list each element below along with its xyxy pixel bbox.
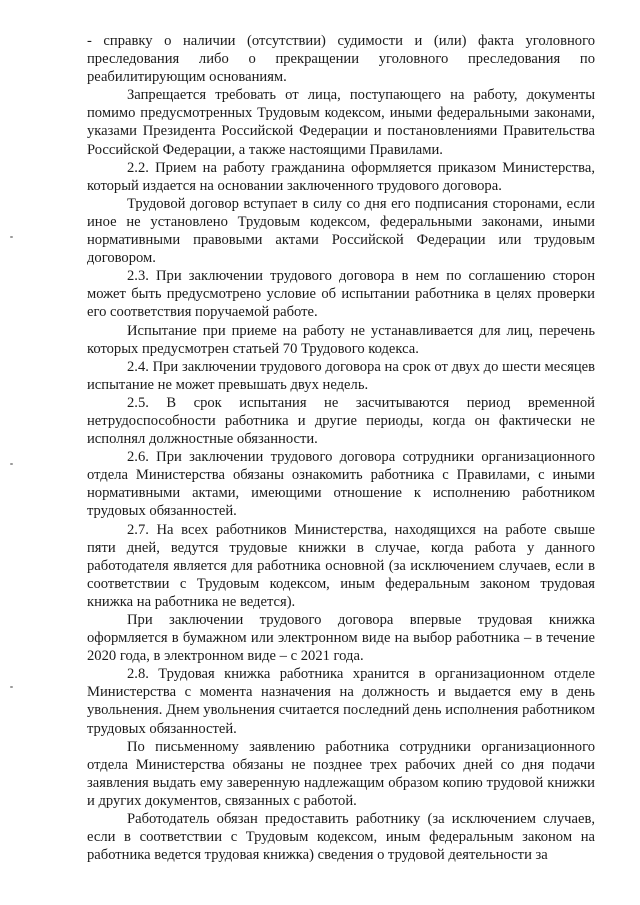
- paragraph: Работодатель обязан предоставить работнику (за исключением случаев, если в соответствии с Трудовым кодексом, иным федеральным законом на работника ведется трудовая книжка) сведения о трудовой деятельности за: [87, 811, 595, 864]
- scan-mark: [10, 236, 13, 238]
- paragraph: 2.7. На всех работников Министерства, находящихся на работе свыше пяти дней, ведутся трудовые книжки в случае, когда работа у данного работодателя является для работника основной (за исключением случаев, если в соответствии с Трудовым кодексом, иным федеральным законом трудовая книжка на работника не ведется).: [87, 521, 595, 610]
- paragraph: Испытание при приеме на работу не устанавливается для лиц, перечень которых предусмотрен статьей 70 Трудового кодекса.: [87, 322, 595, 357]
- paragraph: При заключении трудового договора впервые трудовая книжка оформляется в бумажном или электронном виде на выбор работника – в течение 2020 года, в электронном виде – с 2021 года.: [87, 612, 595, 665]
- paragraph: 2.5. В срок испытания не засчитываются период временной нетрудоспособности работника и другие периоды, когда он фактически не исполнял должностные обязанности.: [87, 394, 595, 448]
- paragraph: - справку о наличии (отсутствии) судимости и (или) факта уголовного преследования либо о прекращении уголовного преследования по реабилитирующим основаниям.: [87, 33, 595, 86]
- document-body: [87, 32, 595, 864]
- paragraph: 2.2. Прием на работу гражданина оформляется приказом Министерства, который издается на основании заключенного трудового договора.: [87, 159, 595, 194]
- paragraph: 2.6. При заключении трудового договора сотрудники организационного отдела Министерства обязаны ознакомить работника с Правилами, с иными нормативными актами, имеющими отношение к исполнению работником трудовых обязанностей.: [87, 449, 595, 520]
- paragraph: Трудовой договор вступает в силу со дня его подписания сторонами, если иное не установлено Трудовым кодексом, федеральными законами, иными нормативными правовыми актами Российской Федерации или трудовым договором.: [87, 195, 595, 267]
- paragraph: 2.4. При заключении трудового договора на срок от двух до шести месяцев испытание не может превышать двух недель.: [87, 358, 595, 393]
- scan-mark: [10, 686, 13, 688]
- scan-mark: [10, 463, 13, 465]
- paragraph: По письменному заявлению работника сотрудники организационного отдела Министерства обязаны не позднее трех рабочих дней со дня подачи заявления выдать ему заверенную надлежащим образом копию трудовой книжки и других документов, связанных с работой.: [87, 738, 595, 809]
- paragraph: 2.8. Трудовая книжка работника хранится в организационном отделе Министерства с момента назначения на должность и выдается ему в день увольнения. Днем увольнения считается последний день исполнения работником трудовых обязанностей.: [87, 666, 595, 737]
- paragraph: Запрещается требовать от лица, поступающего на работу, документы помимо предусмотренных Трудовым кодексом, иными федеральными законами, указами Президента Российской Федерации и постановлениями Правительства Российской Федерации, а также настоящими Правилами.: [87, 87, 595, 158]
- paragraph: 2.3. При заключении трудового договора в нем по соглашению сторон может быть предусмотрено условие об испытании работника в целях проверки его соответствия поручаемой работе.: [87, 268, 595, 321]
